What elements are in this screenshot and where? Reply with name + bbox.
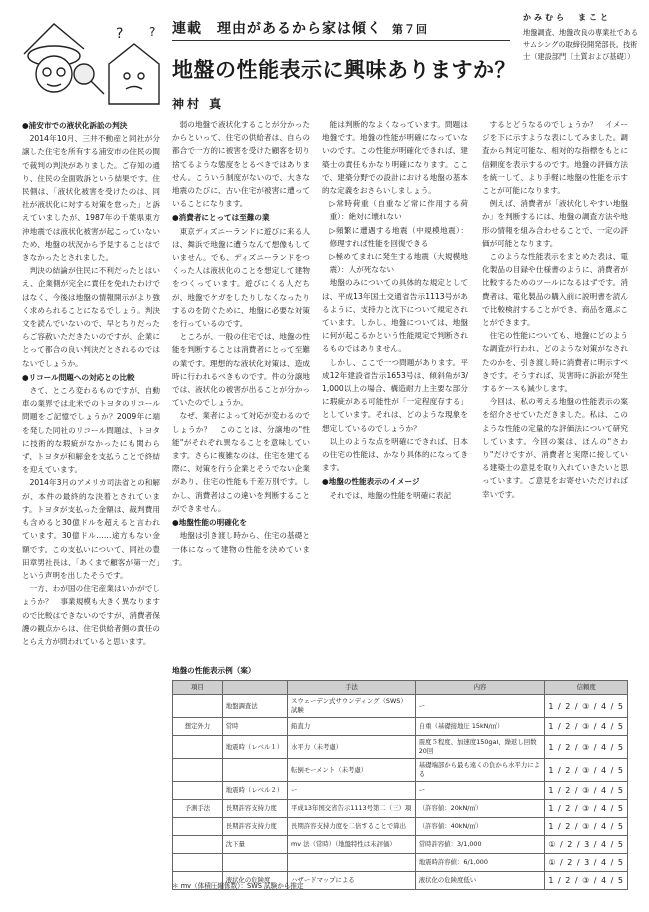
- row-method: mv 法（常時）（地盤特性は未評価）: [288, 836, 416, 854]
- row-item: 長期許容支持力度: [222, 818, 287, 836]
- table-row: [173, 800, 628, 818]
- table-row: [173, 718, 628, 736]
- header-method: 手法: [288, 681, 416, 695]
- paragraph: それでは、地盤の性能を明確に表記: [329, 490, 452, 500]
- table-row: [173, 736, 628, 759]
- row-item: 沈下量: [222, 836, 287, 854]
- table-caption: 地盤の性能表示例（案）: [172, 666, 256, 675]
- profile-name: かみむら まこと: [523, 13, 611, 22]
- paragraph: このような性能表示をまとめた表は、電化製品の目録や仕様書のように、消費者が比較するためのツールになるはずです。消費者は、電化製品の購入前に説明書を読んで比較検討することができ、商品を選ぶことができます。: [482, 252, 628, 328]
- table-body: [173, 695, 628, 890]
- paragraph: 一方、わが国の住宅産業はいかがでしょうか？ 事業規模も大きく異なりますので比較はできないのですが、消費者保護の観点からは、住宅供給者側の責任のとらえ方が問われていると思います。: [22, 584, 160, 646]
- table-row: [173, 818, 628, 836]
- row-reliability: 1 / 2 / ③ / 4 / 5: [545, 872, 628, 890]
- section-heading: ●地盤の性能表示のイメージ: [322, 477, 420, 487]
- row-method: 水平力（未考慮）: [288, 736, 416, 759]
- row-method: ー: [288, 782, 416, 800]
- row-item: 地盤調査法: [222, 695, 287, 718]
- row-method: 長期許容支持力度を二倍することで算出: [288, 818, 416, 836]
- section-heading: ●消費者にとっては至難の業: [172, 213, 270, 223]
- row-item: 液状化の危険度: [222, 872, 287, 890]
- paragraph: 住宅の性能についても、地盤にどのような調査が行われ、どのような対策がなされたのかを、引き渡し時に消費者に明示すべきです。そうすれば、災害時に訴訟が発生するケースも減少します。: [482, 331, 628, 394]
- row-item: [222, 854, 287, 872]
- table-row: [173, 695, 628, 718]
- row-reliability: 1 / 2 / ③ / 4 / 5: [545, 695, 628, 718]
- svg-text:?: ?: [149, 25, 156, 39]
- header-reliability: 信頼度: [545, 681, 628, 695]
- performance-table: [172, 680, 628, 890]
- row-content: ー: [415, 782, 545, 800]
- series-label: [172, 18, 428, 38]
- row-reliability: 1 / 2 / ③ / 4 / 5: [545, 736, 628, 759]
- row-category: [173, 736, 223, 759]
- row-method: スウェーデン式サウンディング（SWS）試験: [288, 695, 416, 718]
- row-method: 鉛直力: [288, 718, 416, 736]
- row-category: 想定外力: [173, 718, 223, 736]
- table-row: [173, 759, 628, 782]
- row-content: 液状化の危険度低い: [415, 872, 545, 890]
- row-content: 地震時許容値：6/1,000: [415, 854, 545, 872]
- row-content: 自重（基礎接地圧 15kN/㎡）: [415, 718, 545, 736]
- row-reliability: ① / 2 / 3 / 4 / 5: [545, 836, 628, 854]
- row-category: [173, 759, 223, 782]
- row-category: [173, 782, 223, 800]
- paragraph: 能は判断的なよくなっています。問題は地盤です。地盤の性能が明確になっていないのです。この性能が明確化できれば、建築士の責任もかなり明確になります。ここで、建築分野での設計における地盤の基本的な定義をおさらいしましょう。: [322, 120, 468, 196]
- row-category: [173, 854, 223, 872]
- table-row: [173, 836, 628, 854]
- paragraph: 東京ディズニーランドに遊びに来る人は、舞浜で地盤に遭うなんて想像もしていません。でも、ディズニーランドをつくった人は液状化のことを想定して建物をつくっています。遊びにくる人だちが、地盤でケガをしたりしなくなったりするのを防ぐために、地盤に必要な対策を行っているのです。: [172, 226, 310, 329]
- detective-house-illustration: [14, 14, 164, 110]
- row-method: 転倒モーメント（未考慮）: [288, 759, 416, 782]
- paragraph: 2014年3月のアメリカ司法省との和解が、本件の最終的な決着とされています。トヨタが支払った金額は、裁判費用も含めると30億ドルを超えると言われています。30億ドル……途方もない金額です。この支払いについて、同社の豊田章男社長は、「あくまで顧客が第一だ」という声明を出したそうです。: [22, 478, 160, 580]
- paragraph: 2014年10月、三井不動産と同社が分譲した住宅を所有する浦安市の住民の間で裁判の判決がありました。ご存知の通り、住民の全面敗訴という結果です。住民側は、「液状化被害を受けたのは、同社が液状化に対する対策を怠った」と訴えていましたが、1987年の千葉県東方沖地震では液状化被害が起こっていないため、地盤の状況から予見することはできなかったとされました。: [22, 134, 160, 263]
- header-item: 項目: [173, 681, 223, 695]
- row-category: [173, 695, 223, 718]
- list-item: ▷極めてまれに発生する地震（大規模地震）：人が死なない: [329, 252, 468, 275]
- row-content: 常時許容値：3/1,000: [415, 836, 545, 854]
- row-item: 常時: [222, 718, 287, 736]
- paragraph: 地盤のみについての具体的な規定としては、平成13年国土交通省告示1113号があるように、支持力と沈下について規定されています。しかし、地盤については、地盤に何が起こるかという性能規定で判断されるものではありません。: [322, 278, 468, 354]
- list-item: ▷頻繁に遭遇する地震（中規模地震）：修理すれば性能を回復できる: [329, 225, 468, 248]
- row-item: 地震時（レベル２）: [222, 782, 287, 800]
- table-header-row: [173, 681, 628, 695]
- table-row: [173, 782, 628, 800]
- series-divider: [172, 40, 510, 41]
- header-sub: [222, 681, 287, 695]
- section-heading: ●地盤性能の明確化を: [172, 518, 247, 528]
- row-category: [173, 836, 223, 854]
- row-item: [222, 759, 287, 782]
- series-title: 連載 理由があるから家は傾く: [172, 21, 382, 37]
- table-footnote: ＊ mv（体積圧縮係数）：SWS 試験から推定: [172, 882, 304, 890]
- author-name: 神村 真: [172, 97, 225, 111]
- article-column-2: [172, 118, 310, 569]
- article-column-4: [482, 118, 628, 501]
- row-reliability: ① / 2 / 3 / 4 / 5: [545, 854, 628, 872]
- paragraph: しかし、ここで一つ問題があります。平成12年建設省告示1653号は、傾斜角が3/1,000以上の場合、構造耐力上主要な部分に瑕疵がある可能性が「一定程度存する」としています。それは、どのような現象を想定しているのでしょうか？: [322, 357, 468, 433]
- row-category: 予測手法: [173, 800, 223, 818]
- paragraph: 弱の地盤で液状化することが分かったからといって、住宅の供給者は、自らの都合で一方的に被害を受けた顧客を切り捨てるような態度をとるべきではありません。こういう制度がないので、大きな地震のたびに、古い住宅が被害に遭っていることになります。: [172, 120, 310, 209]
- table-row: [173, 854, 628, 872]
- row-content: ー: [415, 695, 545, 718]
- row-reliability: 1 / 2 / ③ / 4 / 5: [545, 800, 628, 818]
- paragraph: ところが、一般の住宅では、地盤の性能を判断することは消費者にとって至難の業です。理想的な液状化対策は、造成時に行われるべきものです。件の分譲地では、液状化の被害が出ることが分かっていたのでしょうか。: [172, 332, 310, 408]
- episode-number: 第７回: [392, 23, 428, 36]
- paragraph: 以上のような点を明確にできれば、日本の住宅の性能は、かなり具体的になってきます。: [322, 436, 468, 473]
- paragraph: なぜ、業者によって対応が変わるのでしょうか？ このことは、分譲地の"性能"がそれぞれ異なることを意味しています。さらに複雑なのは、住宅を建てる際に、対策を行う企業とそうでない企業があり、住宅の性能も千差万別です。しかし、消費者はこの違いを判断することができません。: [172, 411, 310, 513]
- row-method: ハザードマップによる: [288, 872, 416, 890]
- paragraph: 今回は、私の考える地盤の性能表示の案を紹介させていただきました。私は、このような性能の定量的な評価法について研究しています。今回の案は、ほんの"さわり"だけですが、消費者と実際に接している建築士の意見を取り入れていきたいと思っています。ご意見をお寄せいただければ幸いです。: [482, 397, 628, 499]
- section-heading: ●浦安市での液状化訴訟の判決: [22, 121, 128, 130]
- row-category: [173, 818, 223, 836]
- row-reliability: 1 / 2 / ③ / 4 / 5: [545, 782, 628, 800]
- row-reliability: 1 / 2 / ③ / 4 / 5: [545, 718, 628, 736]
- row-item: 地震時（レベル１）: [222, 736, 287, 759]
- row-content: （許容値：40kN/㎡）: [415, 818, 545, 836]
- row-content: 基礎端部から最も遠くの負から水平力による: [415, 759, 545, 782]
- row-method: 平成13年国交省告示1113号第二（三）項: [288, 800, 416, 818]
- row-item: 長期許容支持力度: [222, 800, 287, 818]
- section-heading: ●リコール問題への対応との比較: [22, 372, 135, 382]
- header-content: 内容: [415, 681, 545, 695]
- row-content: （許容値：20kN/㎡）: [415, 800, 545, 818]
- row-reliability: 1 / 2 / ③ / 4 / 5: [545, 759, 628, 782]
- paragraph: するとどうなるのでしょうか？ イメージを下に示すような表にしてみました。調査から判定可能な、相対的な指標をもとに信頼度を表示するのです。地盤の評価方法を統一して、より手軽に地盤の性能を示すことが可能になります。: [482, 120, 628, 196]
- article-column-1: [22, 118, 160, 648]
- row-method: [288, 854, 416, 872]
- list-item: ▷常時荷重（自重など常に作用する荷重）：絶対に壊れない: [329, 199, 468, 222]
- row-content: 震度５程度、加速度150gal、繰返し回数20回: [415, 736, 545, 759]
- profile-bio: 地盤調査、地盤改良の専業社であるサムシングの取締役開発部長。技術士（建設部門〔土質および基礎〕）: [523, 28, 639, 61]
- paragraph: 地盤は引き渡し時から、住宅の基礎と一体になって建物の性能を決めています。: [172, 531, 310, 567]
- author-profile: [523, 12, 641, 63]
- svg-text:?: ?: [116, 26, 124, 42]
- article-title: 地盤の性能表示に興味ありますか？: [172, 58, 516, 82]
- article-column-3: [322, 118, 468, 502]
- paragraph: 例えば、消費者が「液状化しやすい地盤か」を判断するには、地盤の調査方法や地形の情報を組み合わせることで、一定の評価が可能となります。: [482, 199, 628, 248]
- paragraph: 判決の結論が住民に不利だったとはいえ、企業側が完全に責任を免れたわけではなく、今後は地盤の情報開示がより強く求められることになるでしょう。判決文を読んでいないので、早とちりだったらご容赦いただきたいのですが、企業にとって都合の良い判決だとされるのではないでしょうか。: [22, 266, 160, 368]
- paragraph: さて、ところ変わるものですが、自動車の業界では北米でのトヨタのリコール問題をご記憶でしょうか？2009年に端を発した同社のリコール問題は、トヨタに技術的な瑕疵がなかったにも関わらず、トヨタが和解金を支払うことで終結を迎えています。: [22, 386, 160, 475]
- row-reliability: 1 / 2 / ③ / 4 / 5: [545, 818, 628, 836]
